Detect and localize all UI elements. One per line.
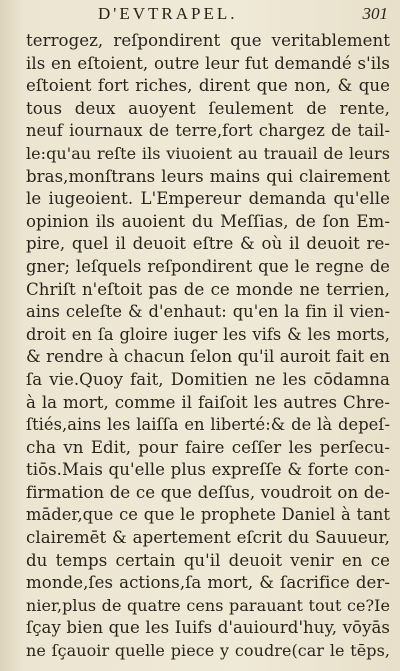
text-line: nier,plus de quatre cens parauant tout ce?Ie (26, 595, 390, 615)
text-line: ſtiés,ains les laiſſa en liberté:& de là depeſ- (26, 415, 390, 435)
text-line: Chriſt n'eſtoit pas de ce monde ne terrien, (26, 279, 390, 299)
text-line: bras,monſtrans leurs mains qui clairement (26, 166, 390, 186)
text-line: opinion ils auoient du Meſſias, de ſon Em- (26, 211, 390, 231)
page-header (0, 4, 400, 30)
running-head: D'EVTRAPEL. (98, 4, 238, 23)
text-line: ains celeſte & d'enhaut: qu'en la fin il vien- (26, 302, 390, 322)
text-line: le:qu'au reſte ils viuoient au trauail de leurs (26, 143, 390, 163)
text-line: pire, quel il deuoit eſtre & où il deuoit re- (26, 234, 390, 254)
text-line: clairemēt & apertement eſcrit du Sauueur, (26, 528, 390, 548)
text-line: firmation de ce que deſſus, voudroit on de- (26, 482, 390, 502)
text-line: droit en ſa gloire iuger les vifs & les morts, (26, 324, 390, 344)
text-line: neuf iournaux de terre,fort chargez de tail- (26, 121, 390, 141)
text-line: ne ſçauoir quelle piece y coudre(car le tēps, (26, 641, 390, 661)
page-number: 301 (362, 4, 388, 23)
text-line: monde,ſes actions,ſa mort, & ſacrifice der- (26, 573, 390, 593)
text-line: le iugeoient. L'Empereur demanda qu'elle (26, 189, 390, 209)
text-line: & rendre à chacun ſelon qu'il auroit fait en (26, 347, 390, 367)
text-line: tous deux auoyent ſeulement de rente, (26, 98, 390, 118)
text-line: gner; leſquels reſpondirent que le regne de (26, 256, 390, 276)
text-line: à la mort, comme il faiſoit les autres Chre- (26, 392, 390, 412)
text-line: tiōs.Mais qu'elle plus expreſſe & forte con- (26, 460, 390, 480)
text-line: terrogez, reſpondirent que veritablement (26, 31, 390, 50)
text-line: cha vn Edit, pour faire ceſſer les perſecu- (26, 437, 390, 457)
text-line: ſçay bien que les Iuifs d'auiourd'huy, vōyās (26, 618, 390, 638)
text-line: du temps certain qu'il deuoit venir en ce (26, 550, 390, 570)
text-line: ils en eſtoient, outre leur fut demandé s'ils (26, 53, 390, 73)
body-text (26, 30, 390, 663)
text-line: ſa vie.Quoy fait, Domitien ne les cōdamna (26, 369, 390, 389)
text-line: eſtoient fort riches, dirent que non, & que (26, 76, 390, 96)
text-line: māder,que ce que le prophete Daniel à tant (26, 505, 390, 525)
